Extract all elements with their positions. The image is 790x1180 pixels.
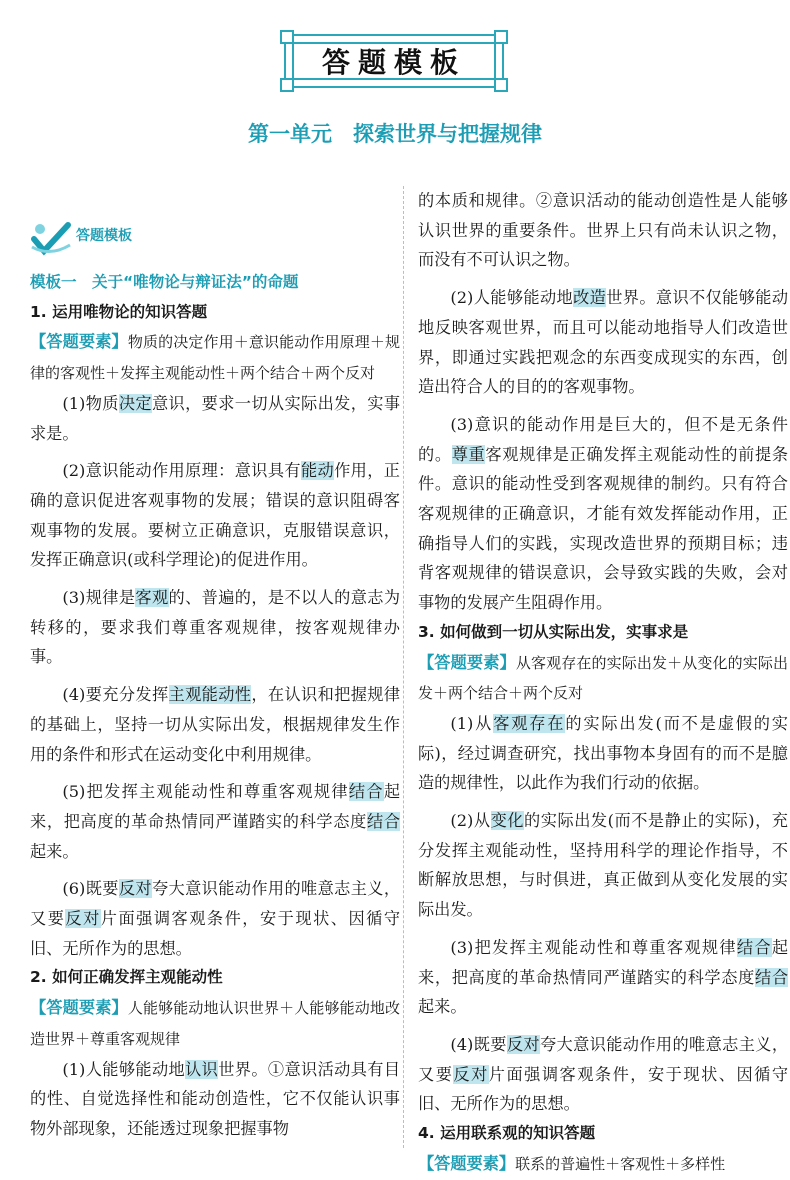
paragraph: (5)把发挥主观能动性和尊重客观规律结合起来，把高度的革命热情同严谨踏实的科学态度结合起来。 xyxy=(30,782,401,861)
check-star-icon xyxy=(30,217,72,257)
answer-elements xyxy=(418,648,788,709)
banner-corner xyxy=(494,78,508,92)
paragraph: (3)意识的能动作用是巨大的，但不是无条件的。尊重客观规律是正确发挥主观能动性的前提条件。意识的能动性受到客观规律的制约。只有符合客观规律的正确意识，才能有效发挥能动作用，正确指导人们的实践，实现改造世界的预期目标；违背客观规律的错误意识，会导致实践的失败，会对事物的发展产生阻碍作用。 xyxy=(418,414,789,613)
paragraph: (1)人能够能动地认识世界。①意识活动具有目的性、自觉选择性和能动创造性，它不仅能认识事物外部现象，还能透过现象把握事物 xyxy=(30,1059,401,1138)
paragraph: (2)从变化的实际出发(而不是静止的实际)，充分发挥主观能动性，坚持用科学的理论作指导，不断解放思想，与时俱进，真正做到从变化发展的实际出发。 xyxy=(418,811,788,920)
elements-tag: 【答题要素】 xyxy=(30,998,128,1018)
model-title: 模板一 关于“唯物论与辩证法”的命题 xyxy=(30,273,299,291)
elements-text: 联系的普遍性＋客观性＋多样性 xyxy=(515,1154,726,1173)
paragraph: (6)既要反对夸大意识能动作用的唯意志主义，又要反对片面强调客观条件，安于现状、因循守旧、无所作为的思想。 xyxy=(30,879,401,958)
paragraph: (3)把发挥主观能动性和尊重客观规律结合起来，把高度的革命热情同严谨踏实的科学态度结合起来。 xyxy=(418,937,789,1017)
highlight: 改造 xyxy=(573,288,607,308)
highlight: 反对 xyxy=(118,879,152,899)
paragraph: (4)既要反对夸大意识能动作用的唯意志主义，又要反对片面强调客观条件，安于现状、因循守旧、无所作为的思想。 xyxy=(418,1034,789,1114)
highlight: 能动 xyxy=(301,461,335,481)
elements-text: 人能够能动地认识世界＋人能够能动地改造世界＋尊重客观规律 xyxy=(30,999,400,1048)
answer-elements xyxy=(30,993,400,1054)
right-column xyxy=(418,186,788,1180)
paragraph: (2)意识能动作用原理：意识具有能动作用，正确的意识促进客观事物的发展；错误的意识阻碍客观事物的发展。要树立正确意识，克服错误意识，发挥正确意识(或科学理论)的促进作用。 xyxy=(30,461,400,570)
paragraph: (1)从客观存在的实际出发(而不是虚假的实际)，经过调查研究，找出事物本身固有的而不是臆造的规律性，以此作为我们行动的依据。 xyxy=(418,713,788,793)
highlight: 结合 xyxy=(366,811,401,831)
highlight: 客观存在 xyxy=(493,713,566,733)
banner-corner xyxy=(494,30,508,44)
section-heading: 2. 如何正确发挥主观能动性 xyxy=(30,968,223,987)
section-heading: 4. 运用联系观的知识答题 xyxy=(418,1124,596,1143)
highlight: 结合 xyxy=(348,782,384,802)
highlight: 变化 xyxy=(490,811,525,831)
elements-tag: 【答题要素】 xyxy=(418,652,516,672)
paragraph: (3)规律是客观的、普遍的，是不以人的意志为转移的，要求我们尊重客观规律，按客观规律办事。 xyxy=(30,588,401,667)
badge-label: 答题模板 xyxy=(76,228,132,245)
column-divider xyxy=(403,186,404,1148)
highlight: 主观能动性 xyxy=(168,685,252,705)
highlight: 认识 xyxy=(185,1059,219,1079)
paragraph: (2)人能够能动地改造世界。意识不仅能够能动地反映客观世界，而且可以能动地指导人们改造世界，即通过实践把观念的东西变成现实的东西，创造出符合人的目的的客观事物。 xyxy=(418,288,789,397)
paragraph: (1)物质决定意识，要求一切从实际出发，实事求是。 xyxy=(30,393,401,443)
elements-tag: 【答题要素】 xyxy=(418,1153,516,1173)
elements-tag: 【答题要素】 xyxy=(30,332,128,352)
highlight: 反对 xyxy=(65,909,101,929)
highlight: 反对 xyxy=(506,1034,540,1054)
answer-elements xyxy=(30,327,400,388)
answer-elements xyxy=(418,1149,788,1180)
elements-text: 从客观存在的实际出发＋从变化的实际出发＋两个结合＋两个反对 xyxy=(418,653,788,703)
paragraph: (4)要充分发挥主观能动性，在认识和把握规律的基础上，坚持一切从实际出发，根据规律发生作用的条件和形式在运动变化中利用规律。 xyxy=(30,685,401,764)
highlight: 结合 xyxy=(754,967,789,987)
highlight: 客观 xyxy=(135,588,169,608)
highlight: 结合 xyxy=(736,937,772,957)
left-column xyxy=(30,186,400,1144)
section-badge xyxy=(30,214,400,260)
banner-corner xyxy=(280,78,294,92)
banner-title: 答题模板 xyxy=(292,42,496,80)
section-heading: 3. 如何做到一切从实际出发，实事求是 xyxy=(418,622,689,641)
highlight: 尊重 xyxy=(451,444,486,464)
highlight: 反对 xyxy=(453,1064,489,1084)
section-heading: 1. 运用唯物论的知识答题 xyxy=(30,302,208,321)
elements-text: 物质的决定作用＋意识能动作用原理＋规律的客观性＋发挥主观能动性＋两个结合＋两个反对 xyxy=(30,333,400,383)
title-banner xyxy=(284,34,504,88)
unit-title: 第一单元 探索世界与把握规律 xyxy=(248,122,542,146)
paragraph: 的本质和规律。②意识活动的能动创造性是人能够认识世界的重要条件。世界上只有尚未认识之物，而没有不可认识之物。 xyxy=(418,191,788,270)
highlight: 决定 xyxy=(118,393,152,413)
